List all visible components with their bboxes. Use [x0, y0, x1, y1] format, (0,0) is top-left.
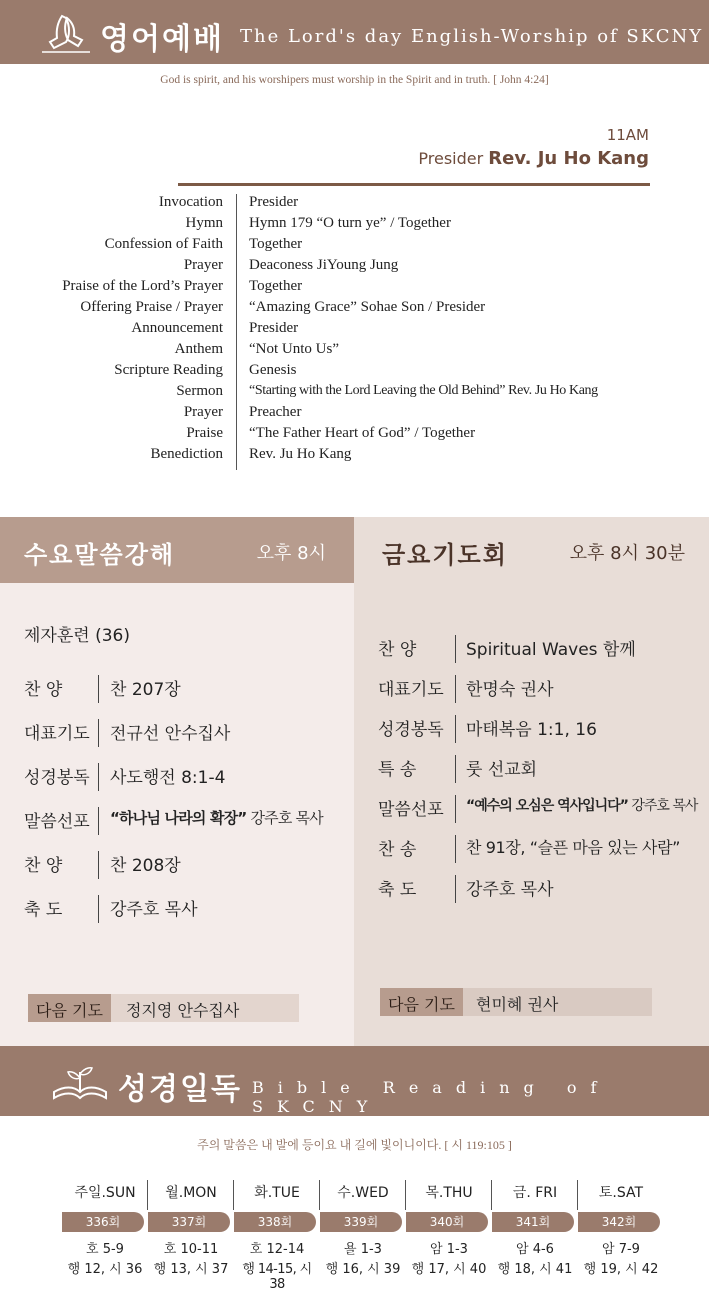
day-name: 목.THU: [425, 1185, 473, 1201]
program-value: 전규선 안수집사: [110, 724, 231, 744]
program-row: [354, 795, 709, 825]
order-label: Anthem: [174, 341, 223, 357]
bible-title-ko: 성경일독: [118, 1072, 242, 1107]
program-divider: [98, 895, 99, 923]
order-row: [0, 320, 709, 341]
order-value: Together: [249, 236, 303, 252]
order-value: Preacher: [249, 404, 302, 420]
service-time-block: [418, 126, 649, 169]
order-label: Scripture Reading: [114, 362, 223, 378]
next-prayer-label: 다음 기도: [380, 988, 463, 1016]
reading-nt: 행 18, 시 41: [497, 1262, 573, 1277]
program-value: Spiritual Waves 함께: [466, 640, 636, 660]
program-value: 사도행전 8:1-4: [110, 768, 226, 788]
order-value: Presider: [249, 194, 299, 210]
reading-nt: 행 17, 시 40: [411, 1262, 487, 1277]
reading-day: [148, 1178, 234, 1288]
divider-rule: [178, 183, 650, 186]
program-label: 특 송: [378, 760, 417, 780]
program-divider: [455, 675, 456, 703]
program-label: 대표기도: [24, 724, 90, 744]
program-divider: [455, 835, 456, 863]
banner-title-ko: 영어예배: [100, 22, 224, 57]
program-value: [110, 807, 323, 828]
program-row: [354, 635, 709, 665]
program-divider: [98, 719, 99, 747]
reading-ot: 욜 1-3: [344, 1242, 382, 1257]
program-row: [354, 755, 709, 785]
order-row: [0, 257, 709, 278]
presider-line: [418, 148, 649, 169]
friday-program: [354, 583, 709, 1046]
day-name: 화.TUE: [254, 1185, 300, 1201]
program-row: [0, 895, 354, 925]
order-row: [0, 362, 709, 383]
reading-ot: 암 4-6: [516, 1242, 554, 1257]
order-value: “The Father Heart of God” / Together: [249, 425, 476, 441]
order-label: Confession of Faith: [104, 236, 223, 252]
program-value: [466, 795, 697, 815]
program-divider: [455, 795, 456, 823]
order-row: [0, 236, 709, 257]
program-divider: [455, 635, 456, 663]
order-label: Benediction: [150, 446, 223, 462]
order-row: [0, 425, 709, 446]
english-worship-banner: [0, 0, 709, 64]
program-divider: [98, 763, 99, 791]
reading-day: [406, 1178, 492, 1288]
wednesday-next-prayer: [28, 994, 299, 1022]
program-row: [354, 875, 709, 905]
bible-title-en: Bible Reading of SKCNY: [252, 1078, 611, 1116]
order-value: Genesis: [249, 362, 297, 378]
order-label: Offering Praise / Prayer: [80, 299, 223, 315]
reading-ot: 호 12-14: [249, 1242, 305, 1257]
wednesday-header: [0, 517, 354, 583]
program-label: 성경봉독: [24, 768, 90, 788]
program-value: 찬 207장: [110, 680, 181, 700]
program-label: 대표기도: [378, 680, 444, 700]
order-row: [0, 383, 709, 404]
presider-label: Presider: [418, 149, 484, 168]
program-value: 강주호 목사: [466, 880, 554, 900]
order-row: [0, 278, 709, 299]
round-badge: 337회: [148, 1212, 230, 1232]
program-label: 말씀선포: [24, 812, 90, 832]
program-value: 찬 91장, “슬픈 마음 있는 사람”: [466, 838, 681, 857]
order-value: “Not Unto Us”: [249, 341, 339, 357]
program-divider: [98, 807, 99, 835]
order-row: [0, 215, 709, 236]
program-value: 룻 선교회: [466, 760, 538, 780]
open-bible-sprout-icon: [50, 1062, 110, 1102]
reading-nt: 행 19, 시 42: [583, 1262, 659, 1277]
next-prayer-value: 현미혜 권사: [476, 995, 559, 1014]
program-divider: [455, 715, 456, 743]
program-row: [0, 807, 354, 837]
program-row: [354, 835, 709, 865]
program-label: 축 도: [378, 880, 417, 900]
wednesday-program: [0, 583, 354, 1046]
reading-ot: 호 5-9: [86, 1242, 124, 1257]
next-prayer-value: 정지영 안수집사: [126, 1001, 240, 1020]
presider-name: Rev. Ju Ho Kang: [488, 148, 649, 169]
service-time: 11AM: [606, 126, 649, 144]
order-row: [0, 194, 709, 215]
round-badge: 342회: [578, 1212, 660, 1232]
round-badge: 341회: [492, 1212, 574, 1232]
order-label: Prayer: [183, 257, 223, 273]
order-label: Sermon: [176, 383, 223, 399]
round-badge: 338회: [234, 1212, 316, 1232]
order-value: Presider: [249, 320, 299, 336]
sermon-title: “예수의 오심은 역사입니다”: [466, 798, 628, 814]
program-label: 찬 양: [378, 640, 417, 660]
day-name: 주일.SUN: [74, 1185, 136, 1201]
wednesday-title: 수요말씀강해: [24, 541, 176, 569]
program-row: [354, 715, 709, 745]
reading-ot: 암 1-3: [430, 1242, 468, 1257]
order-label: Announcement: [131, 320, 223, 336]
order-label: Praise of the Lord’s Prayer: [62, 278, 223, 294]
round-badge: 340회: [406, 1212, 488, 1232]
reading-day: [578, 1178, 664, 1288]
program-value: 한명숙 권사: [466, 680, 554, 700]
day-name: 수.WED: [337, 1185, 389, 1201]
next-prayer-label: 다음 기도: [28, 994, 111, 1022]
order-label: Invocation: [158, 194, 223, 210]
sermon-title: “하나님 나라의 확장”: [110, 809, 247, 827]
program-label: 찬 양: [24, 680, 63, 700]
program-divider: [98, 675, 99, 703]
program-value: 강주호 목사: [110, 900, 198, 920]
reading-nt: 행 12, 시 36: [67, 1262, 143, 1277]
banner-title-en: The Lord's day English-Worship of SKCNY: [240, 26, 704, 47]
program-row: [0, 763, 354, 793]
friday-time: 오후 8시 30분: [569, 543, 685, 564]
order-label: Hymn: [185, 215, 223, 231]
order-value: Rev. Ju Ho Kang: [249, 446, 352, 462]
reading-nt: 행 16, 시 39: [325, 1262, 401, 1277]
wednesday-time: 오후 8시: [256, 543, 326, 564]
friday-header: [354, 517, 709, 583]
program-row: [0, 675, 354, 705]
order-row: [0, 341, 709, 362]
friday-next-prayer: [380, 988, 652, 1016]
program-label: 찬 송: [378, 840, 417, 860]
bible-verse: 주의 말씀은 내 발에 등이요 내 길에 빛이니이다. [ 시 119:105 ]: [197, 1138, 512, 1152]
program-label: 성경봉독: [378, 720, 444, 740]
program-row: [0, 851, 354, 881]
program-row: [354, 675, 709, 705]
order-value: “Starting with the Lord Leaving the Old Behind” Rev. Ju Ho Kang: [249, 383, 598, 398]
sermon-preacher: 강주호 목사: [246, 809, 323, 827]
program-value: 찬 208장: [110, 856, 181, 876]
program-label: 찬 양: [24, 856, 63, 876]
program-divider: [455, 875, 456, 903]
bible-reading-banner: [0, 1046, 709, 1116]
day-name: 토.SAT: [598, 1185, 644, 1201]
reading-schedule: [62, 1178, 662, 1292]
round-badge: 339회: [320, 1212, 402, 1232]
order-label: Prayer: [183, 404, 223, 420]
program-divider: [455, 755, 456, 783]
program-divider: [98, 851, 99, 879]
order-value: “Amazing Grace” Sohae Son / Presider: [249, 299, 486, 315]
reading-nt: 행 14-15, 시 38: [242, 1262, 312, 1292]
sermon-preacher: 강주호 목사: [627, 798, 698, 814]
reading-day: [62, 1178, 148, 1288]
reading-day: [320, 1178, 406, 1288]
day-name: 월.MON: [165, 1185, 217, 1201]
reading-day: [234, 1178, 320, 1292]
wednesday-subtitle: 제자훈련 (36): [24, 626, 130, 646]
round-badge: 336회: [62, 1212, 144, 1232]
header-verse: God is spirit, and his worshipers must worship in the Spirit and in truth. [ John 4:24]: [160, 74, 549, 86]
friday-title: 금요기도회: [382, 541, 508, 569]
order-row: [0, 404, 709, 425]
program-label: 말씀선포: [378, 800, 444, 820]
order-value: Together: [249, 278, 303, 294]
reading-nt: 행 13, 시 37: [153, 1262, 229, 1277]
program-label: 축 도: [24, 900, 63, 920]
praying-hands-icon: [40, 12, 92, 54]
order-label: Praise: [186, 425, 223, 441]
reading-ot: 암 7-9: [602, 1242, 640, 1257]
order-value: Hymn 179 “O turn ye” / Together: [249, 215, 451, 231]
day-name: 금. FRI: [512, 1185, 558, 1201]
reading-day: [492, 1178, 578, 1288]
reading-ot: 호 10-11: [163, 1242, 219, 1257]
order-row: [0, 299, 709, 320]
program-value: 마태복음 1:1, 16: [466, 720, 597, 740]
program-row: [0, 719, 354, 749]
order-row: [0, 446, 709, 467]
order-value: Deaconess JiYoung Jung: [249, 257, 399, 273]
